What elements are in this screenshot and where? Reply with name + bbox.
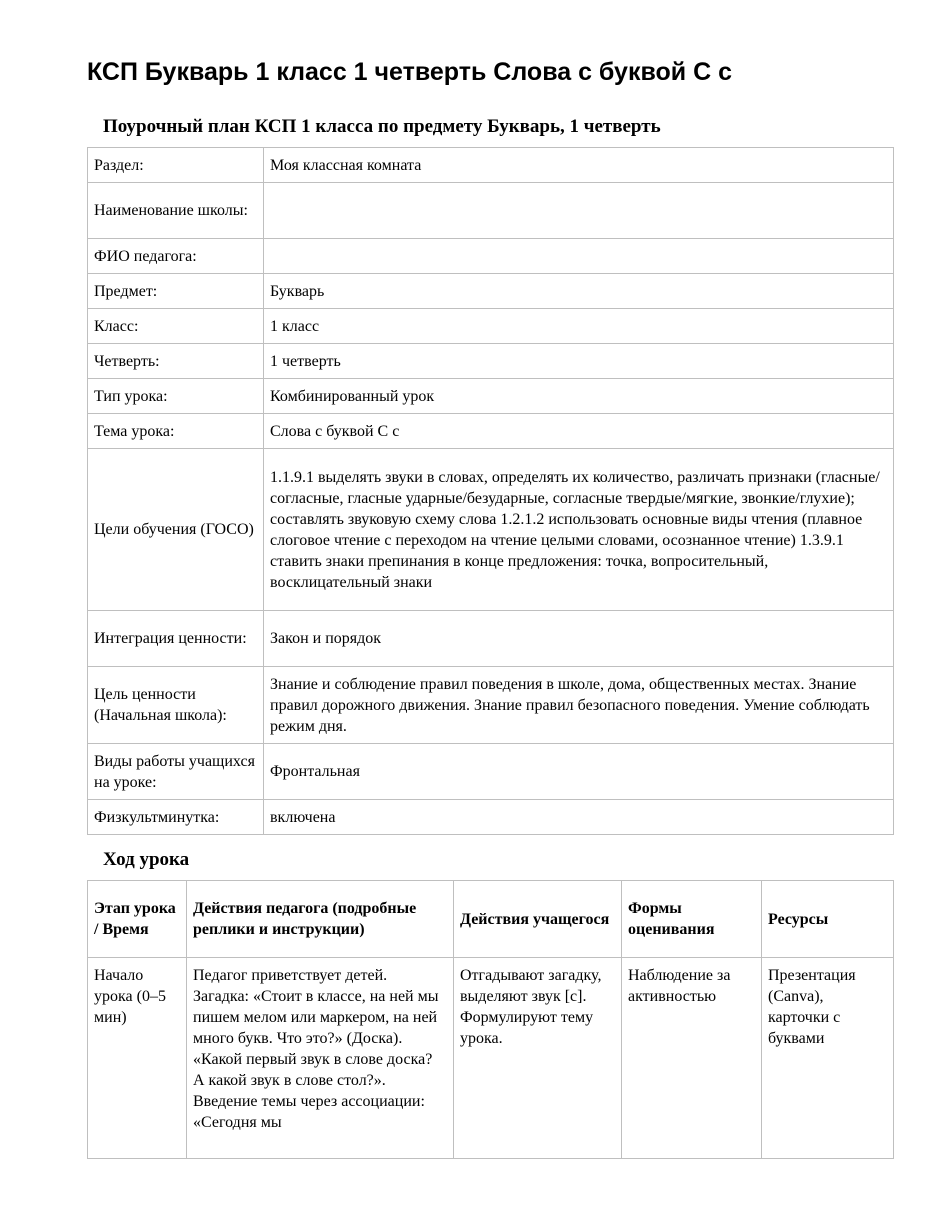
info-value (264, 239, 894, 274)
info-value: Фронтальная (264, 744, 894, 800)
info-value: 1.1.9.1 выделять звуки в словах, определять их количество, различать признаки (гласные/ согласные, гласные ударные/безударные, согласные твердые/мягкие, звонкие/глухие); составлять звуковую схему слова 1.2.1.2 использовать основные виды чтения (плавное слоговое чтение с переходом на чтение целыми словами, осознанное чтение) 1.3.9.1 ставить знаки препинания в конце предложения: точка, вопросительный, восклицательный знаки (264, 449, 894, 611)
info-value: Знание и соблюдение правил поведения в школе, дома, общественных местах. Знание правил дорожного движения. Знание правил безопасного поведения. Умение соблюдать режим дня. (264, 667, 894, 744)
cell-resources: Презентация (Canva), карточки с буквами (762, 958, 894, 1159)
info-row-grade (88, 309, 894, 344)
plan-subtitle: Поурочный план КСП 1 класса по предмету Букварь, 1 четверть (103, 116, 661, 137)
info-label: Интеграция ценности: (88, 611, 264, 667)
info-value: Комбинированный урок (264, 379, 894, 414)
info-label: Четверть: (88, 344, 264, 379)
column-header-resources: Ресурсы (762, 881, 894, 958)
cell-stage: Начало урока (0–5 мин) (88, 958, 187, 1159)
column-header-student-actions: Действия учащегося (454, 881, 622, 958)
info-row-quarter (88, 344, 894, 379)
info-row-value-integration (88, 611, 894, 667)
cell-student-actions: Отгадывают загадку, выделяют звук [с]. Формулируют тему урока. (454, 958, 622, 1159)
info-value: 1 четверть (264, 344, 894, 379)
info-label: Предмет: (88, 274, 264, 309)
info-row-value-goal (88, 667, 894, 744)
info-label: Цели обучения (ГОСО) (88, 449, 264, 611)
info-value (264, 183, 894, 239)
page-title: КСП Букварь 1 класс 1 четверть Слова с буквой С с (87, 58, 732, 86)
lesson-info-table (87, 147, 894, 835)
info-label: Класс: (88, 309, 264, 344)
info-label: Цель ценности (Начальная школа): (88, 667, 264, 744)
info-row-learning-goals (88, 449, 894, 611)
column-header-stage: Этап урока / Время (88, 881, 187, 958)
cell-assessment: Наблюдение за активностью (622, 958, 762, 1159)
column-header-assessment: Формы оценивания (622, 881, 762, 958)
info-value: Моя классная комната (264, 148, 894, 183)
info-label: Раздел: (88, 148, 264, 183)
info-label: Наименование школы: (88, 183, 264, 239)
info-label: Тема урока: (88, 414, 264, 449)
info-row-lesson-topic (88, 414, 894, 449)
info-row-work-types (88, 744, 894, 800)
cell-teacher-actions: Педагог приветствует детей. Загадка: «Стоит в классе, на ней мы пишем мелом или маркером, на ней много букв. Что это?» (Доска). «Какой первый звук в слове доска? А какой звук в слове стол?». Введение темы через ассоциации: «Сегодня мы (187, 958, 454, 1159)
info-value: Слова с буквой С с (264, 414, 894, 449)
lesson-table-header-row (88, 881, 894, 958)
info-row-physical-break (88, 800, 894, 835)
info-row-subject (88, 274, 894, 309)
info-value: включена (264, 800, 894, 835)
table-row (88, 958, 894, 1159)
info-label: ФИО педагога: (88, 239, 264, 274)
info-value: Закон и порядок (264, 611, 894, 667)
info-value: 1 класс (264, 309, 894, 344)
info-label: Виды работы учащихся на уроке: (88, 744, 264, 800)
column-header-teacher-actions: Действия педагога (подробные реплики и инструкции) (187, 881, 454, 958)
info-row-teacher (88, 239, 894, 274)
lesson-progress-table (87, 880, 894, 1159)
info-label: Физкультминутка: (88, 800, 264, 835)
info-value: Букварь (264, 274, 894, 309)
info-row-lesson-type (88, 379, 894, 414)
info-label: Тип урока: (88, 379, 264, 414)
lesson-progress-heading: Ход урока (103, 849, 190, 870)
info-row-school (88, 183, 894, 239)
info-row-section (88, 148, 894, 183)
